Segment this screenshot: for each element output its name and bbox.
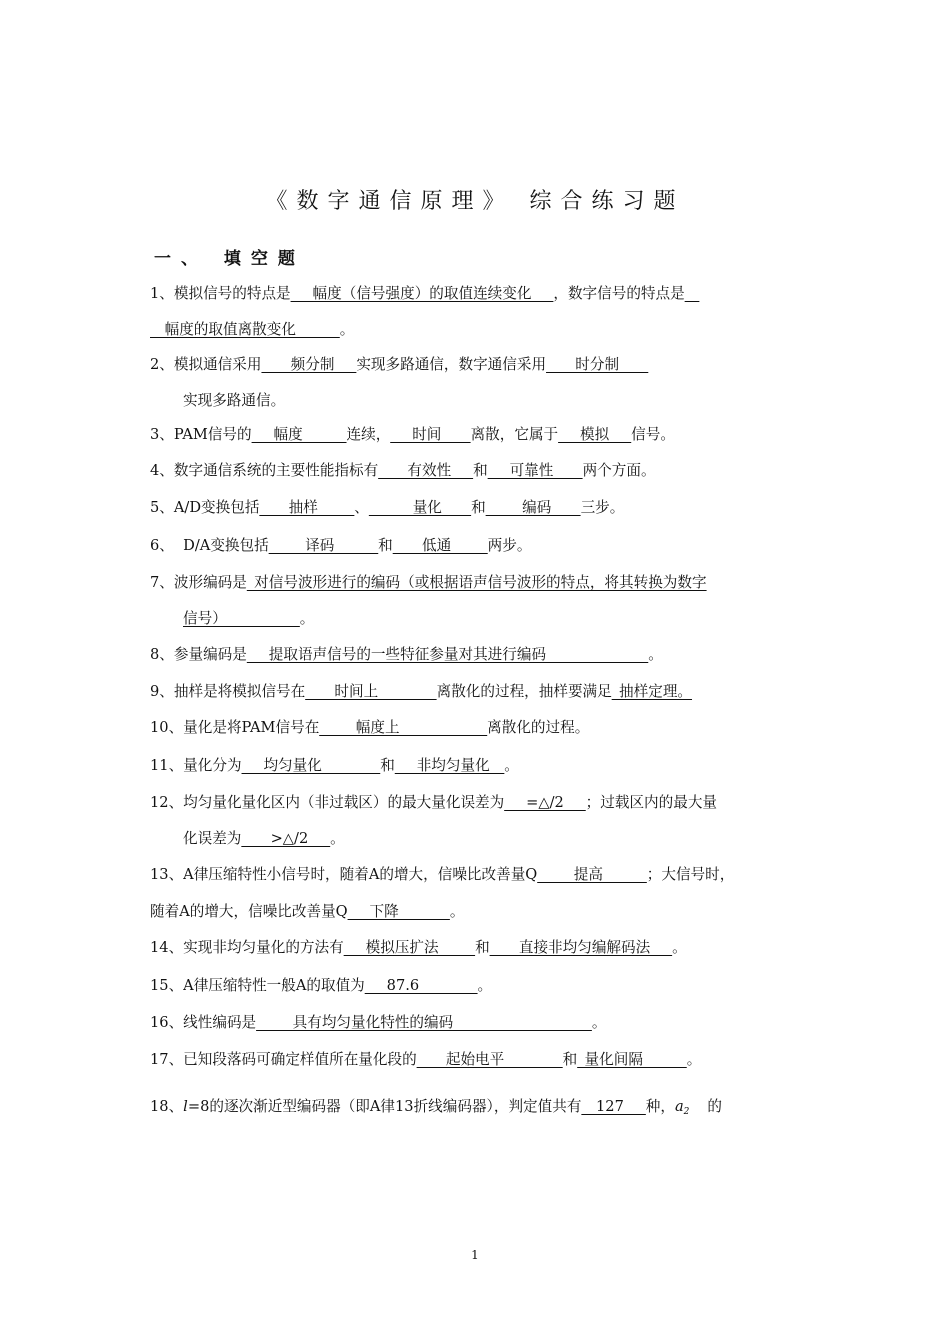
question-text: 和 [378, 537, 393, 554]
question-10 [150, 718, 589, 738]
question-text: 6、 D/A变换包括 [150, 537, 269, 554]
question-text: 。 [339, 321, 355, 338]
answer-blank: ___可靠性____ [487, 462, 583, 479]
question-text: 和 [471, 499, 486, 516]
question-text: 13、A律压缩特性小信号时，随着A的增大，信噪比改善量Q [150, 866, 538, 883]
question-text: 和 [380, 757, 395, 774]
answer-blank: ____有效性___ [378, 462, 474, 479]
question-6 [150, 536, 531, 556]
answer-blank: _量化间隔______ [577, 1051, 687, 1068]
answer-blank: ___幅度（信号强度）的取值连续变化___ [290, 285, 554, 302]
question-text: 离散，它属于 [470, 426, 559, 443]
question-text: 17、已知段落码可确定样值所在量化段的 [150, 1051, 417, 1068]
answer-blank: ____时间上________ [305, 683, 437, 700]
question-text: 5、A/D变换包括 [150, 499, 260, 516]
question-18-tail: 的 [707, 1098, 723, 1115]
answer-blank: __幅度的取值离散变化______ [150, 321, 340, 338]
question-text: 信号。 [631, 426, 675, 443]
answer-blank: _____译码______ [268, 537, 379, 554]
question-9 [150, 682, 692, 702]
answer-blank: _抽样定理。 [611, 683, 693, 700]
question-18-blank: __127___ [581, 1098, 646, 1115]
answer-blank: _____具有均匀量化特性的编码___________________ [256, 1014, 592, 1031]
answer-blank: ___模拟___ [558, 426, 632, 443]
answer-blank: _____编码____ [485, 499, 581, 516]
question-text: 连续， [346, 426, 391, 443]
question-18-variable-a: a [674, 1098, 684, 1115]
question-text: 。 [591, 1014, 607, 1031]
question-text: 2、模拟通信采用 [150, 356, 262, 373]
question-text: 9、抽样是将模拟信号在 [150, 683, 306, 700]
question-8 [150, 645, 663, 665]
answer-blank: ___均匀量化________ [241, 757, 381, 774]
question-text: 14、实现非均匀量化的方法有 [150, 939, 344, 956]
question-text: 。 [672, 939, 687, 956]
question-text: 3、PAM信号的 [150, 426, 252, 443]
question-14 [150, 938, 687, 958]
question-text: 两个方面。 [582, 462, 656, 479]
question-text: 。 [330, 830, 345, 847]
question-text: 。 [686, 1051, 702, 1068]
answer-blank: 信号）__________ [183, 610, 300, 627]
document-title: 《数字通信原理》 综合练习题 [265, 189, 685, 214]
question-text: 实现多路通信，数字通信采用 [356, 356, 547, 373]
question-18-variable-a-subscript: 2 [683, 1107, 690, 1117]
question-1-line-1 [150, 284, 699, 304]
question-text: 16、线性编码是 [150, 1014, 257, 1031]
question-13-line-2 [150, 902, 464, 922]
answer-blank: ____直接非均匀编解码法___ [489, 939, 673, 956]
question-text: 11、量化分为 [150, 757, 242, 774]
question-text: 10、量化是将PAM信号在 [150, 719, 320, 736]
question-11 [150, 756, 519, 776]
question-text: 1、模拟信号的特点是 [150, 285, 291, 302]
question-text: 7、波形编码是 [150, 574, 247, 591]
answer-blank: __ [684, 285, 700, 302]
question-text: 。 [648, 646, 663, 663]
question-12-line-1 [150, 793, 717, 813]
question-12-line-2 [183, 829, 345, 849]
question-18-after: 种， [645, 1098, 675, 1115]
question-text: 、 [354, 499, 369, 516]
question-text: 化误差为 [183, 830, 242, 847]
question-text: 。 [504, 757, 519, 774]
question-18-variable-l: l [183, 1098, 188, 1115]
question-18-prefix: 18、 [150, 1098, 184, 1115]
answer-blank: ____抽样_____ [259, 499, 355, 516]
question-text: 15、A律压缩特性一般A的取值为 [150, 977, 365, 994]
answer-blank: ___模拟压扩法_____ [343, 939, 476, 956]
question-text: 实现多路通信。 [183, 392, 286, 409]
question-text: 8、参量编码是 [150, 646, 247, 663]
question-text: 。 [477, 977, 493, 994]
page-number: 1 [471, 1248, 479, 1262]
question-text: 。 [449, 903, 465, 920]
section-heading: 一、 填空题 [154, 249, 305, 269]
question-text: 离散化的过程，抽样要满足 [436, 683, 612, 700]
question-18-text: =8的逐次渐近型编码器（即A律13折线编码器），判定值共有 [187, 1098, 582, 1115]
question-text: ，数字信号的特点是 [553, 285, 685, 302]
answer-blank: _____提高______ [537, 866, 647, 883]
question-text: ；大信号时， [646, 866, 735, 883]
answer-blank: ___=△/2___ [504, 794, 586, 811]
question-3 [150, 425, 675, 445]
question-text: 随着A的增大，信噪比改善量Q [150, 903, 348, 920]
answer-blank: ___下降_______ [347, 903, 450, 920]
question-text: 三步。 [580, 499, 625, 516]
question-13-line-1 [150, 865, 734, 885]
question-15 [150, 976, 492, 996]
question-text: 和 [473, 462, 488, 479]
question-17 [150, 1050, 701, 1070]
answer-blank: ___幅度______ [251, 426, 347, 443]
question-4 [150, 461, 656, 481]
question-2-line-1 [150, 355, 648, 375]
question-7-line-1 [150, 573, 707, 593]
answer-blank: _对信号波形进行的编码（或根据语声信号波形的特点，将其转换为数字 [246, 574, 707, 591]
answer-blank: ______量化____ [368, 499, 472, 516]
question-text: 。 [299, 610, 315, 627]
answer-blank: ___非均匀量化__ [394, 757, 505, 774]
question-text: 两步。 [487, 537, 532, 554]
answer-blank: ____>△/2___ [241, 830, 331, 847]
question-5 [150, 498, 624, 518]
answer-blank: ___提取语声信号的一些特征参量对其进行编码______________ [246, 646, 649, 663]
question-text: ；过载区内的最大量 [585, 794, 718, 811]
question-text: 和 [475, 939, 490, 956]
answer-blank: ____频分制___ [261, 356, 357, 373]
question-text: 12、均匀量化量化区内（非过载区）的最大量化误差为 [150, 794, 505, 811]
question-2-line-2 [183, 391, 285, 411]
answer-blank: _____幅度上____________ [319, 719, 488, 736]
question-1-line-2 [150, 320, 354, 340]
question-18 [150, 1097, 722, 1122]
answer-blank: ____时分制____ [546, 356, 649, 373]
question-7-line-2 [183, 609, 314, 629]
question-text: 和 [562, 1051, 578, 1068]
question-16 [150, 1013, 606, 1033]
answer-blank: ___87.6________ [364, 977, 478, 994]
question-text: 4、数字通信系统的主要性能指标有 [150, 462, 379, 479]
answer-blank: ____低通_____ [392, 537, 488, 554]
question-text: 离散化的过程。 [487, 719, 590, 736]
answer-blank: ___时间____ [390, 426, 471, 443]
answer-blank: ____起始电平________ [416, 1051, 563, 1068]
